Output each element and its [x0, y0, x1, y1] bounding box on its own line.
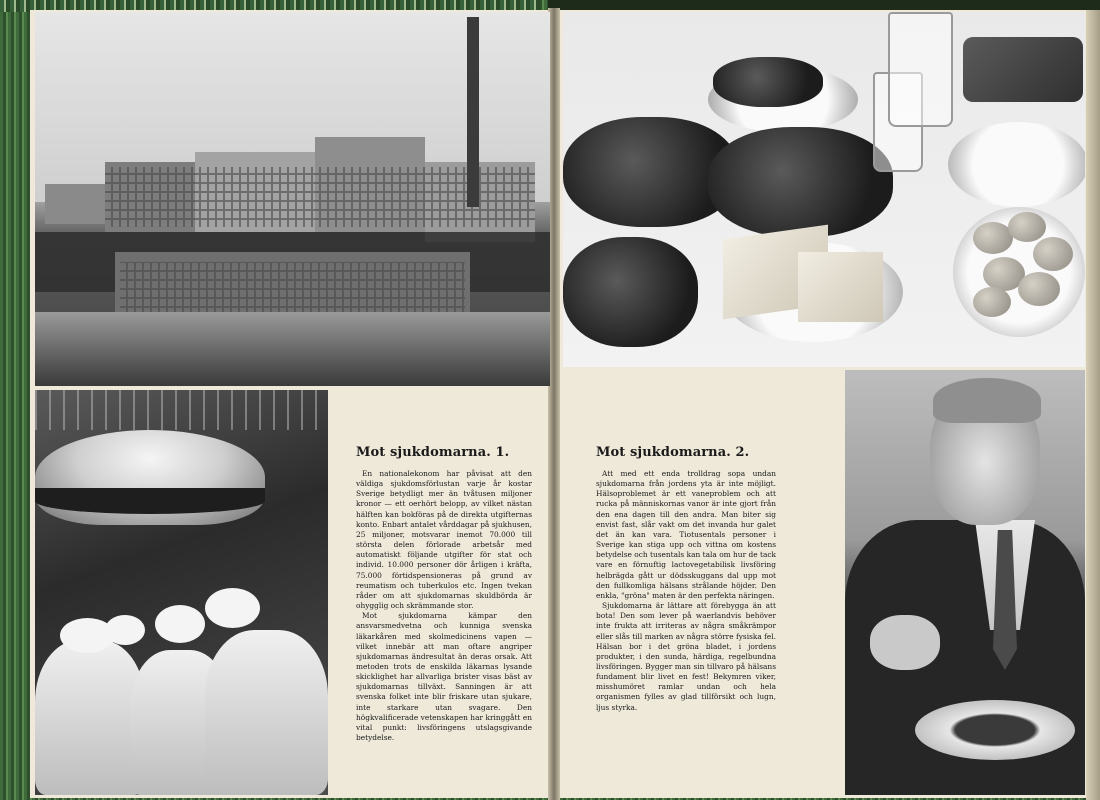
article-paragraph: Mot sjukdomarna kämpar den ansvarsmedvetna och kunniga svenska läkarkåren med skolmedicinens vapen — vilket innebär att man oftare angriper sjukdomarnas ändresultat än deras orsak. Att metoden trots de enskilda läkarnas lysande skicklighet har allvarliga brister visas bäst av sjukdomarnas tillväxt. Sanningen är att svenska folket inte blir friskare utan sjukare, inte starkare utan svagare. Den högkvalificerade vetenskapen har kringgått en vital punkt: livsföringens utslagsgivande betydelse.	[356, 611, 532, 743]
article-body	[356, 469, 532, 743]
article-left	[356, 445, 532, 743]
hospital-building-photo	[35, 12, 550, 386]
surgery-photo	[35, 390, 328, 795]
article-body	[596, 469, 776, 713]
vegetarian-food-photo	[563, 12, 1085, 367]
article-heading: Mot sjukdomarna. 1.	[356, 445, 510, 460]
article-heading: Mot sjukdomarna. 2.	[596, 445, 750, 460]
smiling-man-eating-photo	[845, 370, 1085, 795]
article-paragraph: Att med ett enda trolldrag sopa undan sjukdomarna från jordens yta är inte möjligt. Hälsoproblemet är ett vaneproblem och att rucka på människornas vanor är inte gjort från den ena dagen till den andra. Man biter sig envist fast, slår vakt om det invanda hur galet det än kan vara. Tiotusentals personer i Sverige kan stiga upp och vittna om kostens betydelse och tusentals kan tala om hur de tack vare en förnuftig lactovegetabilisk livsföring helbrägda gått ur dödsskuggans dal upp mot den fullkomliga hälsans strålande höjder. Den enkla, "gröna" maten är den perfekta näringen.	[596, 469, 776, 600]
article-paragraph: Sjukdomarna är lättare att förebygga än att bota! Den som lever på waerlandvis behöver inte frukta att irriteras av några småkrämpor eller slås till marken av några större fysiska fel. Hälsan bor i det gröna bladet, i jordens produkter, i den sunda, härdiga, regelbundna livsföringen. Bygger man sin tillvaro på hälsans fundament blir livet en fest! Bekymren viker, misshumöret ramlar undan och hela organismen fylles av glad tillförsikt och lugn, ljus styrka.	[596, 601, 776, 712]
page-edge	[1086, 10, 1100, 800]
article-right	[596, 445, 776, 713]
article-paragraph: En nationalekonom har påvisat att den väldiga sjukdomsförlustan varje år kostar Sverige betydligt mer än tvåtusen miljoner kronor — ett oerhört belopp, av vilket nästan hälften kan bokföras på de direkta utgifternas konto. Enbart antalet vårddagar på sjukhusen, 25 miljoner, motsvarar inemot 70.000 till största delen förlorade arbetsår med automatiskt följande utgifter för stat och individ. 10.000 personer dör årligen i kräfta, 75.000 förtidspensioneras på grund av reumatism och tuberkulos etc. Ingen tvekan råder om att sjukdomarnas skuldbörda är ohygglig och skrämmande stor.	[356, 469, 532, 611]
